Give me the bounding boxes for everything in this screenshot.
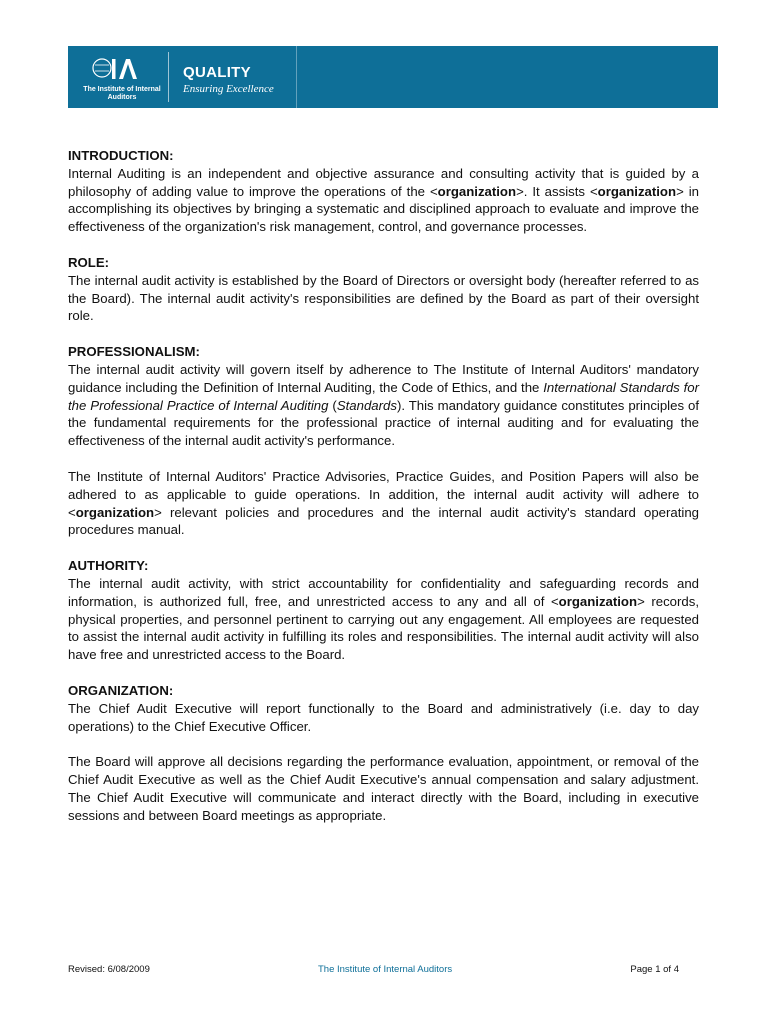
standards-short: Standards <box>336 397 397 413</box>
section-professionalism-2 <box>68 468 699 539</box>
revised-date: Revised: 6/08/2009 <box>68 964 150 975</box>
paragraph-role: The internal audit activity is established by the Board of Directors or oversight body (hereafter referred to as the Board). The internal audit activity's responsibilities are defined by the Board as part of their oversight role. <box>68 272 699 324</box>
org-placeholder: organization <box>437 183 517 199</box>
heading-authority: AUTHORITY: <box>68 558 149 574</box>
org-placeholder: organization <box>558 593 638 609</box>
text-run: >. It assists < <box>516 183 598 199</box>
iia-logo-icon <box>90 54 140 84</box>
document-body <box>68 147 699 843</box>
paragraph-authority <box>68 575 699 664</box>
text-run: The Institute of Internal Auditors' Practice Advisories, Practice Guides, and Position Papers will also be adhered to as applicable to guide operations. In addition, the internal audit activity will adhere to < <box>68 468 699 520</box>
section-role <box>68 254 699 325</box>
section-authority <box>68 557 699 664</box>
banner-divider-right <box>296 46 297 108</box>
paragraph-professionalism-2 <box>68 468 699 539</box>
banner-divider <box>168 52 169 102</box>
section-organization-2 <box>68 753 699 824</box>
section-professionalism <box>68 343 699 450</box>
paragraph-organization-1: The Chief Audit Executive will report functionally to the Board and administratively (i.e. day to day operations) to the Chief Executive Officer. <box>68 700 699 734</box>
banner-title: QUALITY <box>183 64 251 81</box>
page-number: Page 1 of 4 <box>630 964 679 975</box>
text-run: > in accomplishing its objectives by bringing a systematic and disciplined approach to evaluate and improve the effectiveness of the organization's risk management, control, and governance processes. <box>68 183 699 235</box>
paragraph-organization-2: The Board will approve all decisions regarding the performance evaluation, appointment, or removal of the Chief Audit Executive as well as the Chief Audit Executive's annual compensation and salary adjustment. The Chief Audit Executive will communicate and interact directly with the Board, including in executive sessions and between Board meetings as appropriate. <box>68 754 699 823</box>
paragraph-professionalism-1 <box>68 361 699 450</box>
standards-title: International Standards for the Professional Practice of Internal Auditing <box>68 379 699 413</box>
text-run: > records, physical properties, and personnel pertinent to carrying out any engagement. All employees are requested to assist the internal audit activity in fulfilling its roles and responsibilities. The internal audit activity will also have free and unrestricted access to the Board. <box>68 593 699 663</box>
section-introduction <box>68 147 699 236</box>
text-run: The internal audit activity, with strict accountability for confidentiality and safeguarding records and information, is authorized full, free, and unrestricted access to any and all of < <box>68 575 699 609</box>
text-run: The internal audit activity will govern itself by adherence to The Institute of Internal Auditors' mandatory guidance including the Definition of Internal Auditing, the Code of Ethics, and the <box>68 361 699 395</box>
footer-org-name: The Institute of Internal Auditors <box>318 964 453 975</box>
paragraph-introduction <box>68 165 699 236</box>
heading-organization: ORGANIZATION: <box>68 682 174 698</box>
header-banner <box>68 46 718 108</box>
iia-logo <box>68 46 168 108</box>
heading-role: ROLE: <box>68 254 110 270</box>
text-run: > relevant policies and procedures and the internal audit activity's standard operating procedures manual. <box>68 504 699 538</box>
section-organization <box>68 682 699 735</box>
text-run: ( <box>328 397 337 413</box>
text-run: ). This mandatory guidance constitutes principles of the fundamental requirements for the professional practice of internal auditing and for evaluating the effectiveness of the internal audit activity's performance. <box>68 397 699 449</box>
heading-introduction: INTRODUCTION: <box>68 148 174 163</box>
heading-professionalism: PROFESSIONALISM: <box>68 344 200 360</box>
logo-text: The Institute of Internal Auditors <box>83 86 161 101</box>
org-placeholder: organization <box>75 504 155 520</box>
banner-subtitle: Ensuring Excellence <box>183 83 274 95</box>
text-run: Internal Auditing is an independent and objective assurance and consulting activity that is guided by a philosophy of adding value to improve the operations of the < <box>68 165 699 199</box>
org-placeholder: organization <box>597 183 677 199</box>
